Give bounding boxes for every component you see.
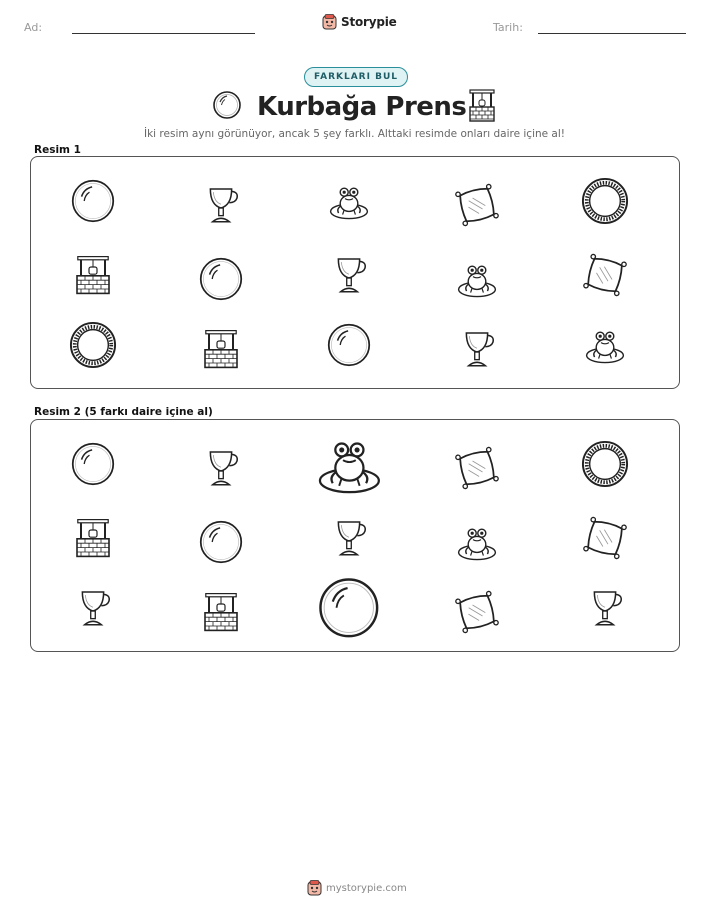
footer xyxy=(307,880,407,896)
date-line[interactable] xyxy=(538,33,686,34)
pillow-icon[interactable] xyxy=(582,516,628,560)
date-label: Tarih: xyxy=(493,21,523,34)
frog-on-lily-pad-icon[interactable] xyxy=(453,522,501,562)
ornate-plate-icon xyxy=(69,321,117,369)
pillow-icon[interactable] xyxy=(454,590,500,634)
crystal-ball-icon xyxy=(199,257,243,301)
name-line[interactable] xyxy=(72,33,255,34)
frog-on-lily-pad-icon xyxy=(325,181,373,221)
storypie-logo-icon xyxy=(322,14,337,30)
frog-on-lily-pad-icon xyxy=(581,325,629,365)
section-2-label: Resim 2 (5 farkı daire içine al) xyxy=(34,406,213,418)
crystal-ball-icon xyxy=(71,179,115,223)
activity-badge: FARKLARI BUL xyxy=(304,67,408,87)
pillow-icon xyxy=(582,253,628,297)
footer-logo-icon xyxy=(307,880,322,896)
footer-url[interactable]: mystorypie.com xyxy=(326,882,407,894)
picture-2-panel[interactable] xyxy=(30,419,680,652)
page-title: Kurbağa Prens xyxy=(257,92,467,122)
goblet-icon[interactable] xyxy=(74,585,112,631)
pillow-icon[interactable] xyxy=(454,446,500,490)
goblet-icon xyxy=(458,326,496,372)
name-label: Ad: xyxy=(24,21,43,34)
goblet-icon xyxy=(202,182,240,228)
goblet-icon[interactable] xyxy=(586,585,624,631)
wishing-well-icon xyxy=(73,252,113,298)
goblet-icon xyxy=(330,252,368,298)
ornate-plate-icon[interactable] xyxy=(581,440,629,488)
title-well-icon xyxy=(467,89,497,127)
brand-name: Storypie xyxy=(341,15,397,29)
goblet-icon[interactable] xyxy=(330,515,368,561)
wishing-well-icon[interactable] xyxy=(201,589,241,635)
wishing-well-icon[interactable] xyxy=(73,515,113,561)
pillow-icon xyxy=(454,183,500,227)
crystal-ball-icon xyxy=(327,323,371,367)
frog-on-lily-pad-icon[interactable] xyxy=(311,432,388,496)
section-1-label: Resim 1 xyxy=(34,144,81,156)
wishing-well-icon xyxy=(201,326,241,372)
goblet-icon[interactable] xyxy=(202,445,240,491)
ornate-plate-icon xyxy=(581,177,629,225)
title-ball-icon xyxy=(212,90,242,124)
crystal-ball-icon[interactable] xyxy=(71,442,115,486)
crystal-ball-icon[interactable] xyxy=(318,577,380,639)
frog-on-lily-pad-icon xyxy=(453,259,501,299)
picture-1-panel xyxy=(30,156,680,389)
crystal-ball-icon[interactable] xyxy=(199,520,243,564)
brand-logo xyxy=(322,14,397,30)
instructions: İki resim aynı görünüyor, ancak 5 şey farklı. Alttaki resimde onları daire içine al! xyxy=(144,128,565,140)
